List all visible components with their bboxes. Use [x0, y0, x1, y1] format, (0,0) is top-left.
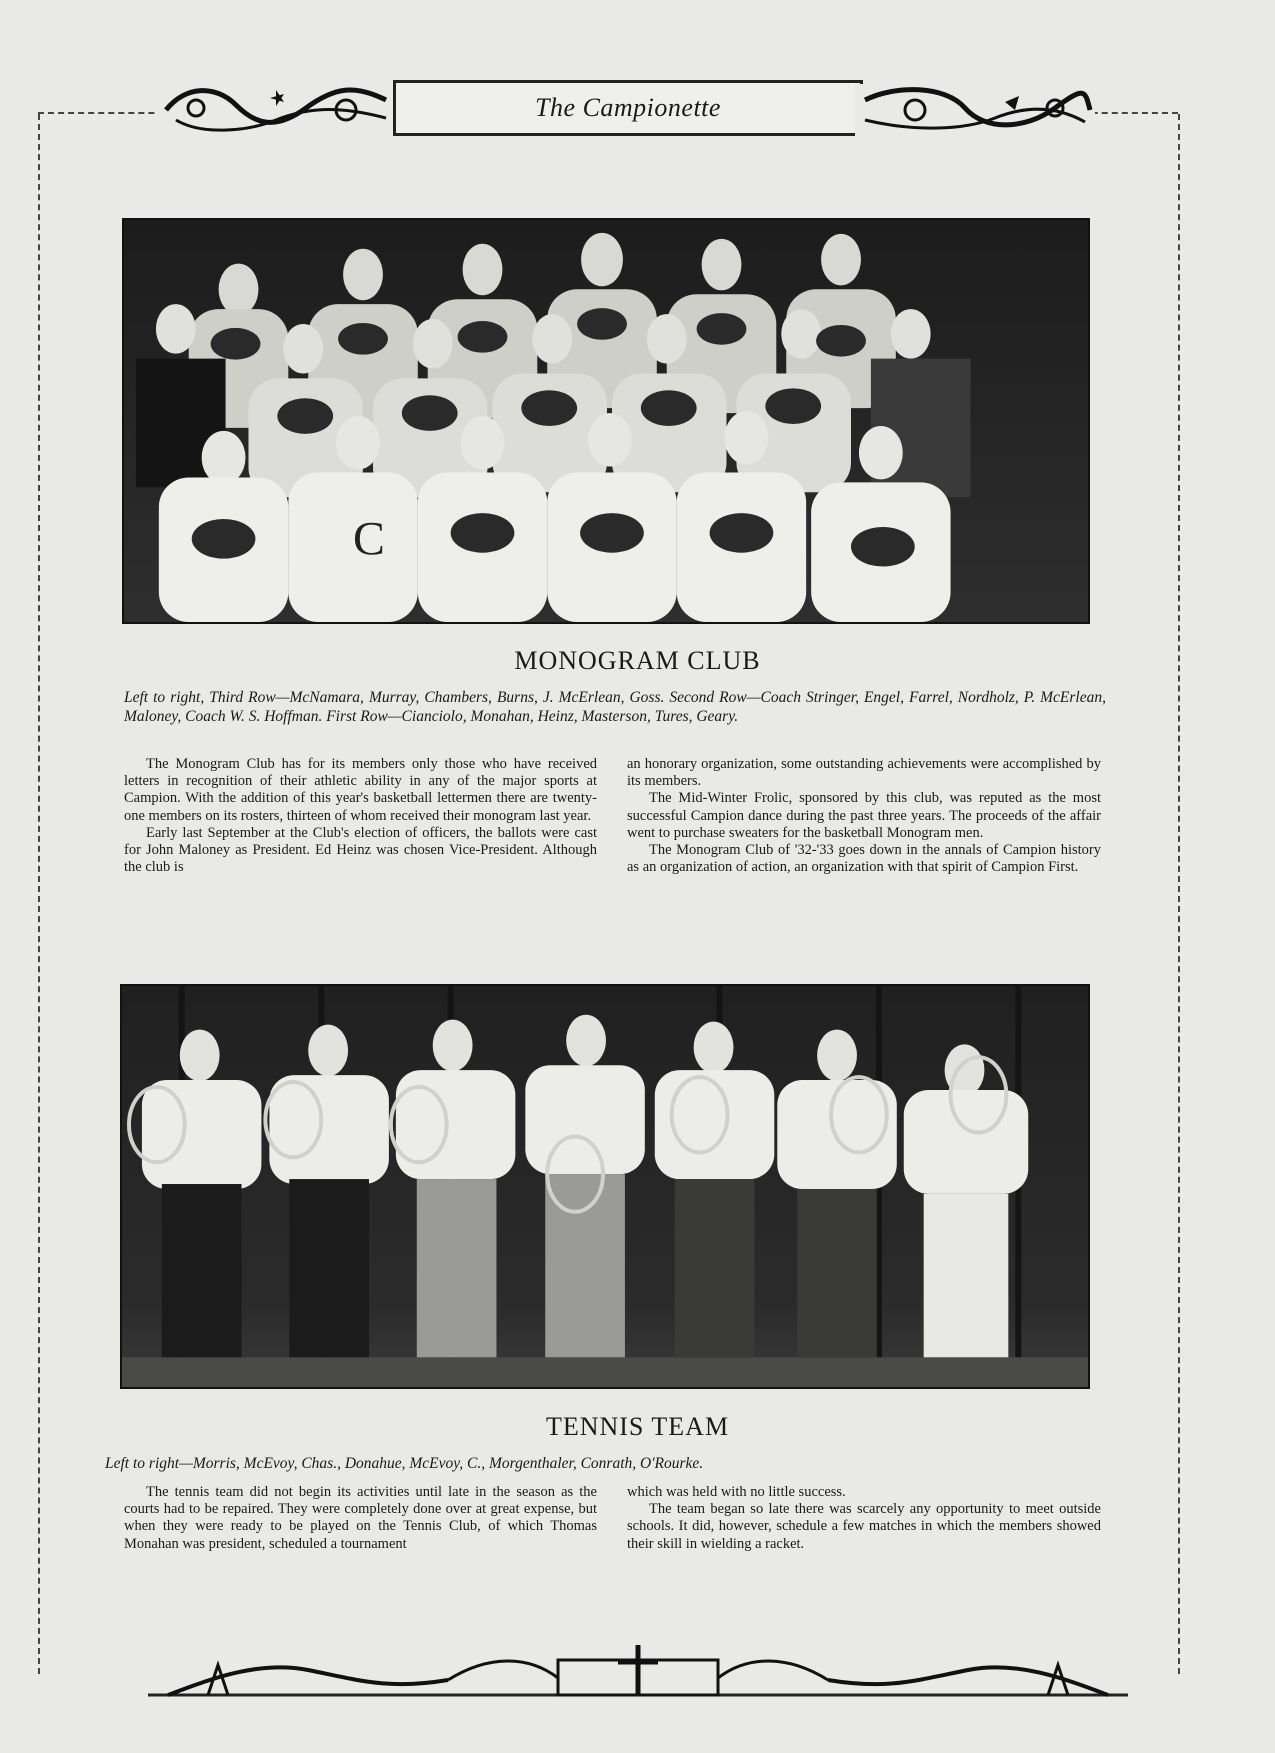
scroll-ornament-left	[156, 80, 396, 140]
tennis-column-left	[124, 1484, 597, 1553]
paragraph: The Monogram Club of '32-'33 goes down in the annals of Campion history as an organization of action, an organization with that spirit of Campion First.	[627, 842, 1101, 876]
paragraph: The Monogram Club has for its members only those who have received letters in recognition of their athletic ability in any of the major sports at Campion. With the addition of this year's basketball lettermen there are twenty-one members on its rosters, thirteen of whom received their monogram last year.	[124, 756, 597, 824]
tennis-column-right	[627, 1484, 1101, 1553]
paragraph: Early last September at the Club's election of officers, the ballots were cast for John Maloney as President. Ed Heinz was chosen Vice-President. Although the club is	[124, 824, 597, 876]
paragraph: The team began so late there was scarcely any opportunity to meet outside schools. It did, however, schedule a few matches in which the members showed their skill in wielding a racket.	[627, 1501, 1101, 1552]
paragraph: which was held with no little success.	[627, 1484, 846, 1500]
tennis-team-caption: Left to right—Morris, McEvoy, Chas., Donahue, McEvoy, C., Morgenthaler, Conrath, O'Rourke.	[105, 1455, 704, 1472]
svg-text:C: C	[353, 513, 385, 566]
monogram-club-caption: Left to right, Third Row—McNamara, Murray, Chambers, Burns, J. McErlean, Goss. Second Row—Coach Stringer, Engel, Farrel, Nordholz, P. McErlean, Maloney, Coach W. S. Hoffman. First Row—Cianciolo, Monahan, Heinz, Masterson, Tures, Geary.	[124, 689, 1106, 725]
tennis-team-photo	[120, 984, 1090, 1389]
paragraph: The tennis team did not begin its activities until late in the season as the courts had to be repaired. They were completely done over at great expense, but when they were ready to be played on the Tennis Club, of which Thomas Monahan was president, scheduled a tournament	[124, 1484, 597, 1552]
scroll-ornament-right	[855, 80, 1095, 140]
monogram-club-photo	[122, 218, 1090, 624]
tennis-team-title: TENNIS TEAM	[545, 1412, 730, 1441]
page-header	[38, 80, 1178, 140]
paragraph: an honorary organization, some outstanding achievements were accomplished by its members.	[627, 756, 1101, 790]
publication-title: The Campionette	[535, 93, 721, 122]
monogram-club-title: MONOGRAM CLUB	[514, 646, 761, 675]
footer-ornament	[148, 1640, 1128, 1710]
monogram-column-right	[627, 756, 1101, 876]
paragraph: The Mid-Winter Frolic, sponsored by this club, was reputed as the most successful Campion dance during the past three years. The proceeds of the affair went to purchase sweaters for the basketball Monogram men.	[627, 790, 1101, 841]
monogram-column-left	[124, 756, 597, 876]
header-title-box	[393, 80, 863, 136]
